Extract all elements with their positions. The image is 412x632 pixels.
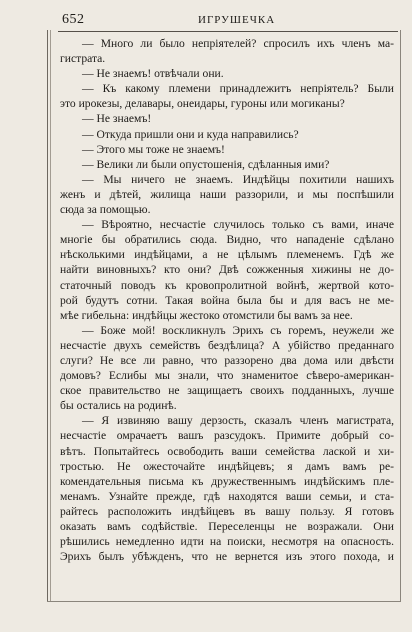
text-line: рой будутъ сотни. Такая война была бы и для васъ не ме-	[60, 293, 394, 307]
text-line: слуги? Не все ли равно, что раззорено два дома или двѣсти	[60, 353, 394, 367]
text-line: бы остались на родинѣ.	[60, 399, 177, 413]
text-line: — Вѣроятно, несчастіе случилось только съ вами, иначе	[82, 218, 394, 232]
text-line: несчастіе двухъ семействъ бездѣлица? А убійство преданнаго	[60, 338, 394, 352]
page-border-left-inner	[50, 30, 51, 602]
text-line: — Не знаемъ!	[82, 112, 152, 126]
text-line: рѣшились немедленно идти на поиски, несмотря на опасность.	[60, 535, 394, 549]
text-line: несчастіе омрачаетъ вашъ разсудокъ. Примите добрый со-	[60, 429, 394, 443]
text-line: — Этого мы тоже не знаемъ!	[82, 142, 225, 156]
text-line: — Много ли было непріятелей? спросилъ ихъ членъ ма-	[82, 37, 394, 50]
text-line: оказать вамъ содѣйствіе. Переселенцы не возражали. Они	[60, 520, 394, 533]
text-line: ское правительство не защищаетъ своихъ подданныхъ, лучше	[60, 384, 394, 398]
text-line: комендательныя письма къ дружественнымъ индѣйскимъ пле-	[60, 474, 394, 488]
text-line: сюда за помощью.	[60, 203, 151, 217]
text-line: райтесь расположить индѣйцевъ въ вашу пользу. Я готовъ	[60, 504, 394, 518]
text-line: — Велики ли были опустошенія, сдѣланныя ими?	[82, 157, 330, 171]
text-line: — Мы ничего не знаемъ. Индѣйцы похитили нашихъ	[82, 172, 394, 186]
text-line: нѣсколькими индѣйцами, а не цѣлымъ племенемъ. Гдѣ же	[60, 248, 394, 262]
text-line: вѣтъ. Попытайтесь освободить ваши семейства лаской и хи-	[60, 444, 394, 458]
text-line: — Къ какому племени принадлежитъ непріятель? Были	[82, 82, 394, 96]
text-line: это ирокезы, делавары, онеидары, гуроны или могиканы?	[60, 97, 345, 111]
text-line: домовъ? Еслибы мы знали, что знаменитое сѣверо-американ-	[60, 369, 394, 383]
text-line: — Не знаемъ! отвѣчали они.	[82, 67, 224, 81]
text-line: женъ и дѣтей, жилища наши раззорили, и мы поспѣшили	[60, 187, 394, 201]
page-header	[58, 12, 398, 32]
body-text	[60, 36, 394, 564]
footer-rule	[47, 601, 401, 602]
text-line: менамъ. Узнайте прежде, гдѣ находятся ваши семьи, и ста-	[60, 489, 394, 503]
text-line: многіе бы обратились сюда. Видно, что нападеніе сдѣлано	[60, 233, 394, 247]
text-line: — Боже мой! воскликнулъ Эрихъ съ горемъ, неужели же	[82, 323, 394, 337]
text-line: Эрихъ былъ убѣжденъ, что не вернется изъ этого похода, и	[60, 550, 394, 564]
page-number: 652	[62, 12, 85, 27]
text-line: тростью. Не ожесточайте индѣйцевъ; я дамъ вамъ ре-	[60, 459, 394, 473]
text-line: статочный поводъ къ кровопролитной войнѣ, жертвой кото-	[60, 278, 394, 292]
page-border-right	[400, 30, 401, 602]
text-line: гистрата.	[60, 52, 106, 66]
text-line: мѣе гибельна: индѣйцы жестоко отомстили бы вамъ за нее.	[60, 308, 353, 322]
page-border-left	[47, 30, 48, 602]
text-line: найти виновныхъ? кто они? Двѣ сожженныя хижины не до-	[60, 263, 394, 277]
header-rule	[58, 31, 398, 32]
text-line: — Откуда пришли они и куда направились?	[82, 127, 299, 141]
text-line: — Я извиняю вашу дерзость, сказалъ членъ магистрата,	[82, 414, 394, 428]
running-title: ИГРУШЕЧКА	[198, 14, 276, 26]
